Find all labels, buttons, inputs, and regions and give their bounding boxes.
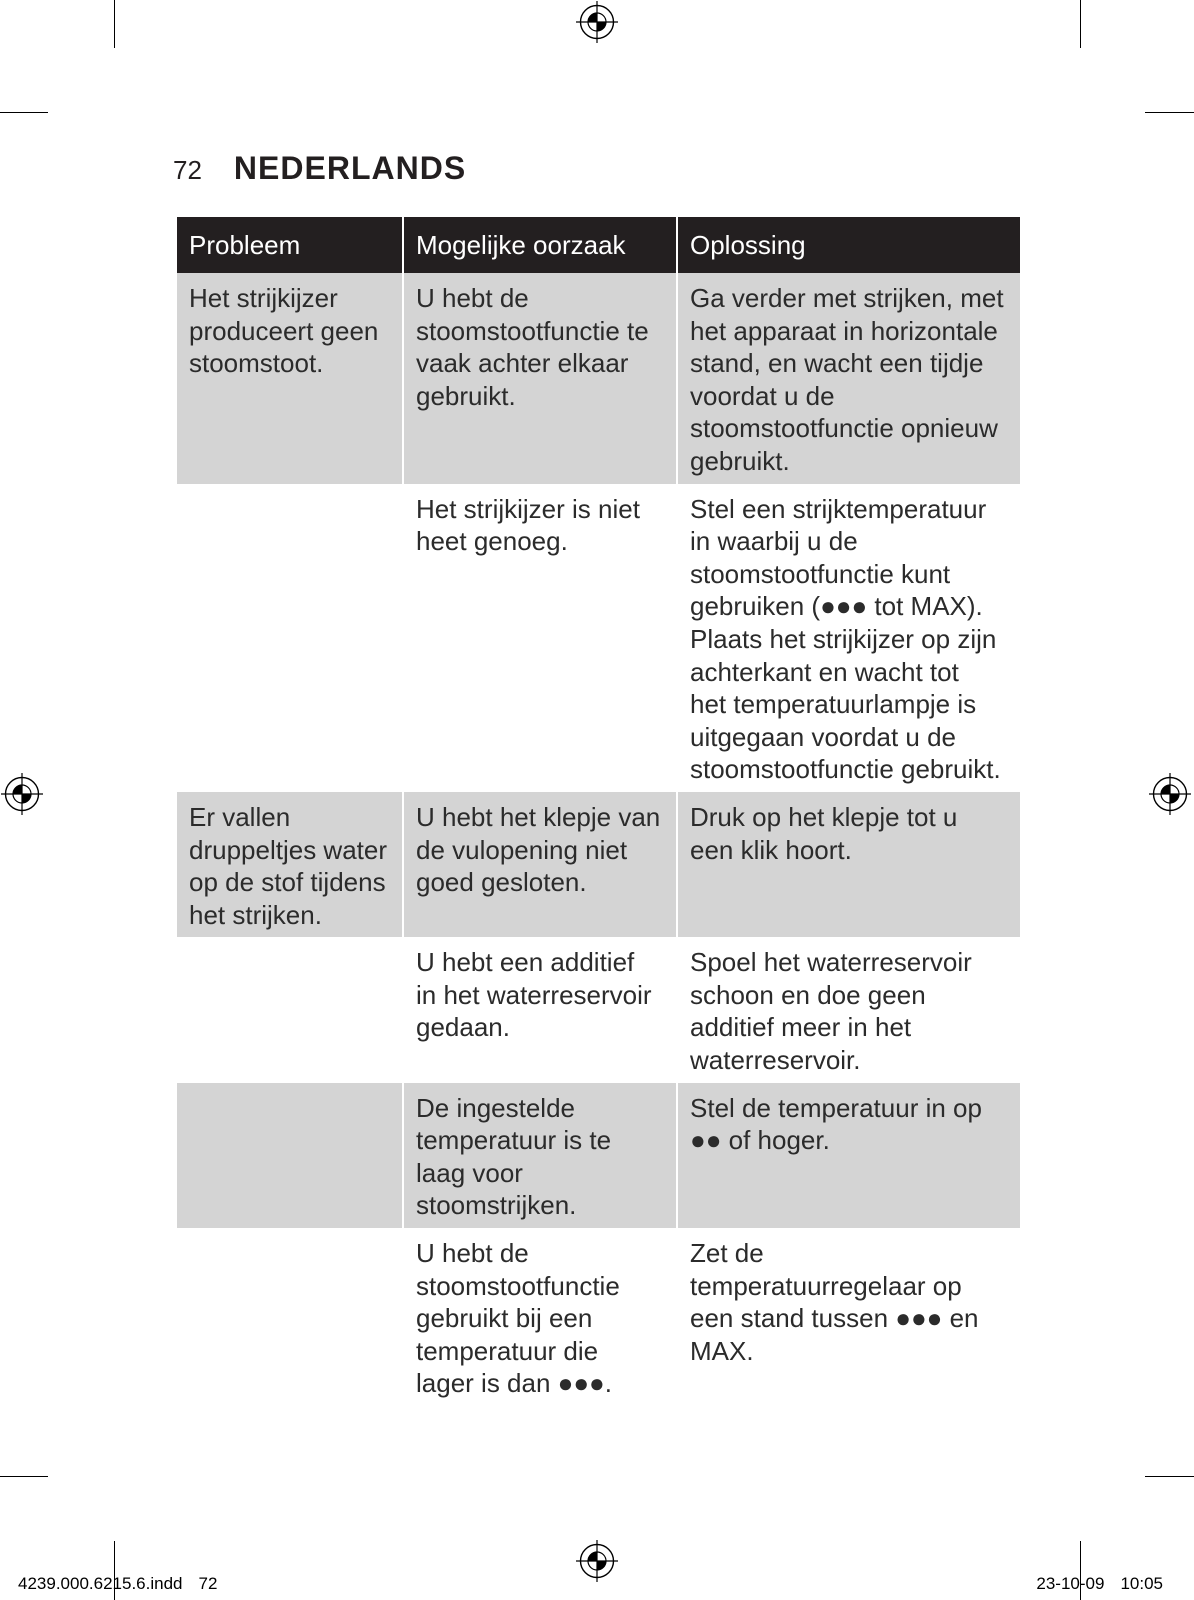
solution-cell: Spoel het waterreservoir schoon en doe geen additief meer in het waterreservoir.: [677, 937, 1020, 1082]
problem-cell: [177, 1083, 403, 1228]
table-row: [177, 1228, 1020, 1406]
column-header-solution: Oplossing: [677, 217, 1020, 273]
crop-mark-bottom-left-horizontal: [0, 1476, 48, 1477]
problem-cell: Er vallen druppeltjes water op de stof tijdens het strijken.: [177, 792, 403, 937]
troubleshooting-table: [177, 217, 1020, 1406]
registration-mark-top-icon: [575, 0, 619, 44]
print-slug-file: [18, 1574, 217, 1594]
problem-cell: [177, 484, 403, 792]
solution-cell: Stel de temperatuur in op ●● of hoger.: [677, 1083, 1020, 1228]
table-row: [177, 937, 1020, 1082]
cause-cell: U hebt het klepje van de vulopening niet goed gesloten.: [403, 792, 677, 937]
problem-cell: [177, 937, 403, 1082]
column-header-cause: Mogelijke oorzaak: [403, 217, 677, 273]
slug-page-number: 72: [198, 1574, 218, 1593]
problem-cell: Het strijkijzer produceert geen stoomstoot.: [177, 273, 403, 484]
slug-file-name: 4239.000.6215.6.indd: [18, 1574, 183, 1593]
cause-cell: Het strijkijzer is niet heet genoeg.: [403, 484, 677, 792]
table-row: [177, 273, 1020, 484]
table-row: [177, 484, 1020, 792]
page-heading: [173, 150, 466, 186]
table-row: [177, 1083, 1020, 1228]
print-slug-timestamp: [1036, 1574, 1163, 1594]
page-number: 72: [173, 155, 202, 185]
cause-cell: De ingestelde temperatuur is te laag voor stoomstrijken.: [403, 1083, 677, 1228]
crop-mark-top-left-horizontal: [0, 112, 48, 113]
solution-cell: Druk op het klepje tot u een klik hoort.: [677, 792, 1020, 937]
registration-mark-left-icon: [0, 772, 44, 816]
solution-cell: Stel een strijktemperatuur in waarbij u de stoomstootfunctie kunt gebruiken (●●● tot MAX). Plaats het strijkijzer op zijn achterkant en wacht tot het temperatuurlampje is uitgegaan voordat u de stoomstootfunctie gebruikt.: [677, 484, 1020, 792]
column-header-problem: Probleem: [177, 217, 403, 273]
section-title: NEDERLANDS: [233, 150, 467, 186]
crop-mark-bottom-right-horizontal: [1145, 1476, 1194, 1477]
crop-mark-top-left-vertical: [114, 0, 115, 48]
cause-cell: U hebt de stoomstootfunctie te vaak achter elkaar gebruikt.: [403, 273, 677, 484]
table-header-row: [177, 217, 1020, 273]
problem-cell: [177, 1228, 403, 1406]
table-row: [177, 792, 1020, 937]
crop-mark-top-right-vertical: [1080, 0, 1081, 48]
solution-cell: Ga verder met strijken, met het apparaat in horizontale stand, en wacht een tijdje voordat u de stoomstootfunctie opnieuw gebruikt.: [677, 273, 1020, 484]
crop-mark-top-right-horizontal: [1145, 112, 1194, 113]
solution-cell: Zet de temperatuurregelaar op een stand tussen ●●● en MAX.: [677, 1228, 1020, 1406]
cause-cell: U hebt een additief in het waterreservoir gedaan.: [403, 937, 677, 1082]
slug-date: 23-10-09: [1036, 1574, 1105, 1593]
slug-time: 10:05: [1120, 1574, 1163, 1593]
cause-cell: U hebt de stoomstootfunctie gebruikt bij een temperatuur die lager is dan ●●●.: [403, 1228, 677, 1406]
registration-mark-bottom-icon: [575, 1539, 619, 1583]
registration-mark-right-icon: [1148, 772, 1192, 816]
